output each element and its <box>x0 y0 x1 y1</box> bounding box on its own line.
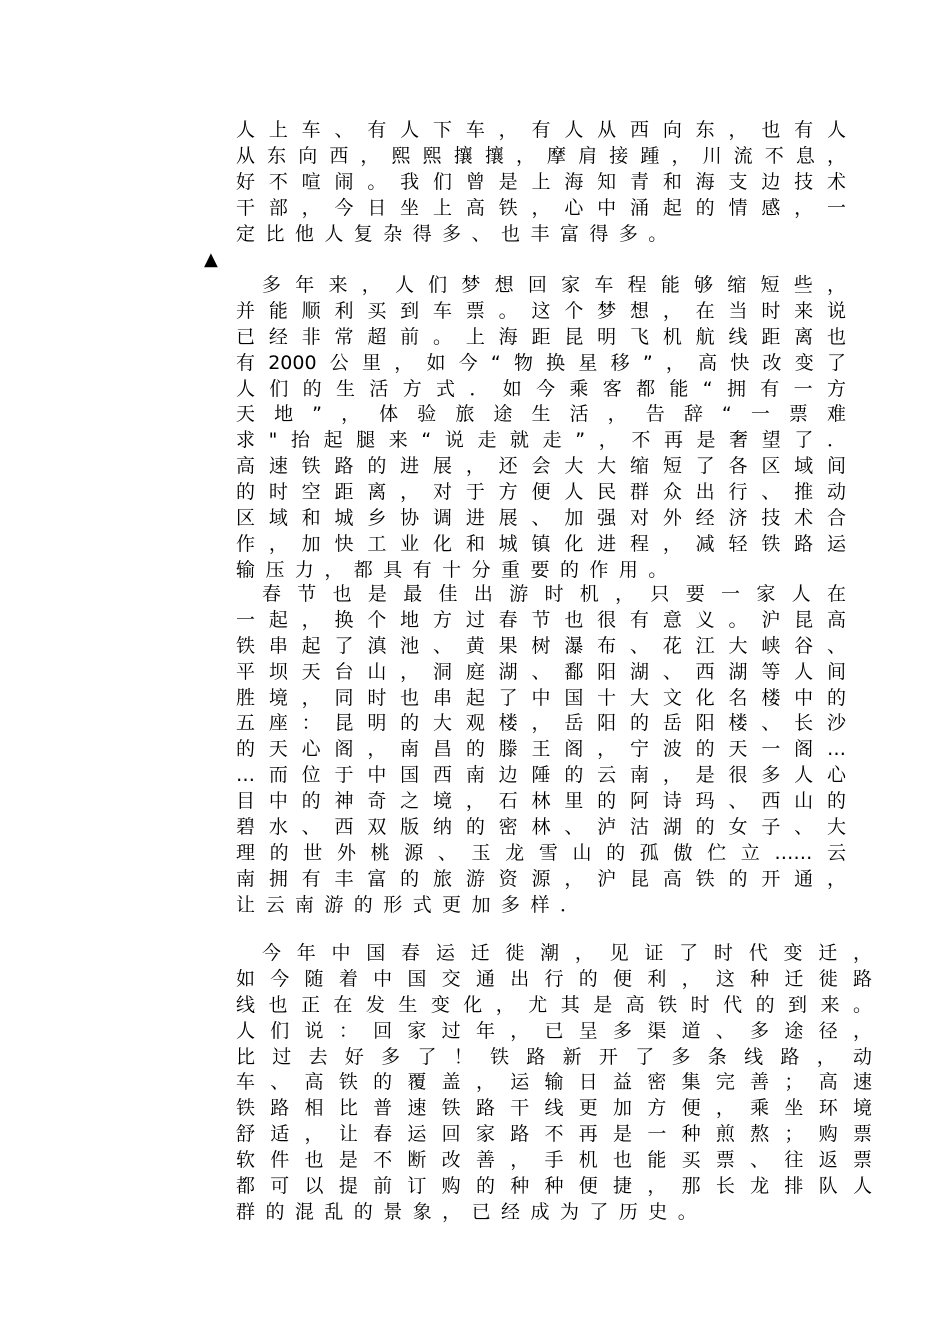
text-line: 并能顺利买到车票。这个梦想，在当时来说 <box>236 299 846 322</box>
triangle-marker-icon: ▲ <box>204 249 218 270</box>
text-line: 群的混乱的景象，已经成为了历史。 <box>236 1200 708 1223</box>
paragraph-2 <box>236 273 846 584</box>
text-line: 铁路相比普速铁路干线更加方便，乘坐环境 <box>236 1097 872 1120</box>
text-line: 软件也是不断改善，手机也能买票、往返票 <box>236 1149 872 1172</box>
text-line: 从东向西，熙熙攘攘，摩肩接踵，川流不息， <box>236 144 846 167</box>
text-line: 的天心阁，南昌的滕王阁，宁波的天一阁… <box>236 738 846 761</box>
text-line: 五座：昆明的大观楼，岳阳的岳阳楼、长沙 <box>236 712 846 735</box>
text-line: 作，加快工业化和城镇化进程，减轻铁路运 <box>236 532 846 555</box>
text-line: 定比他人复杂得多、也丰富得多。 <box>236 222 678 245</box>
text-line: 舒适，让春运回家路不再是一种煎熬；购票 <box>236 1123 872 1146</box>
text-line: 比过去好多了！铁路新开了多条线路，动 <box>236 1045 872 1068</box>
text-line: 一起，换个地方过春节也很有意义。沪昆高 <box>236 608 846 631</box>
text-line: 已经非常超前。上海距昆明飞机航线距离也 <box>236 325 846 348</box>
text-line: 平坝天台山，洞庭湖、鄱阳湖、西湖等人间 <box>236 660 846 683</box>
text-line: 人上车、有人下车，有人从西向东，也有人 <box>236 119 846 141</box>
text-line: 都可以提前订购的种种便捷，那长龙排队人 <box>236 1175 872 1198</box>
text-line: 理的世外桃源、玉龙雪山的孤傲伫立……云 <box>236 841 846 864</box>
text-line: 干部，今日坐上高铁，心中涌起的情感，一 <box>236 196 846 219</box>
text-line: 春节也是最佳出游时机，只要一家人在 <box>262 583 846 605</box>
paragraph-4 <box>236 941 872 1226</box>
text-line: 让云南游的形式更加多样． <box>236 893 590 916</box>
text-line: 高速铁路的进展，还会大大缩短了各区域间 <box>236 455 846 478</box>
text-line: 胜境，同时也串起了中国十大文化名楼中的 <box>236 686 846 709</box>
text-line: 有2000公里，如今“物换星移”，高快改变了 <box>236 351 846 374</box>
text-line: 好不喧闹。我们曾是上海知青和海支边技术 <box>236 170 846 193</box>
text-line: 南拥有丰富的旅游资源，沪昆高铁的开通， <box>236 867 846 890</box>
text-line: 区域和城乡协调进展、加强对外经济技术合 <box>236 507 846 530</box>
text-line: 天地”，体验旅途生活，告辞“一票难 <box>236 403 846 426</box>
text-line: 人们说：回家过年，已呈多渠道、多途径， <box>236 1019 872 1042</box>
text-line: 车、高铁的覆盖，运输日益密集完善；高速 <box>236 1071 872 1094</box>
text-line: 如今随着中国交通出行的便利，这种迁徙路 <box>236 967 872 990</box>
text-line: 铁串起了滇池、黄果树瀑布、花江大峡谷、 <box>236 634 846 657</box>
paragraph-3 <box>236 582 846 919</box>
text-line: 求"抬起腿来“说走就走”，不再是奢望了． <box>236 429 846 452</box>
text-line: 今年中国春运迁徙潮，见证了时代变迁， <box>262 942 872 964</box>
text-line: 的时空距离，对于方便人民群众出行、推动 <box>236 481 846 504</box>
text-line: 人们的生活方式．如今乘客都能“拥有一方 <box>236 377 846 400</box>
text-line: 输压力，都具有十分重要的作用。 <box>236 558 678 581</box>
text-line: 碧水、西双版纳的密林、泸沽湖的女子、大 <box>236 816 846 839</box>
text-line: 目中的神奇之境，石林里的阿诗玛、西山的 <box>236 790 846 813</box>
text-line: 多年来，人们梦想回家车程能够缩短些， <box>262 274 846 296</box>
paragraph-1 <box>236 118 846 247</box>
text-line: 线也正在发生变化，尤其是高铁时代的到来。 <box>236 993 872 1016</box>
text-line: …而位于中国西南边陲的云南，是很多人心 <box>236 764 846 787</box>
